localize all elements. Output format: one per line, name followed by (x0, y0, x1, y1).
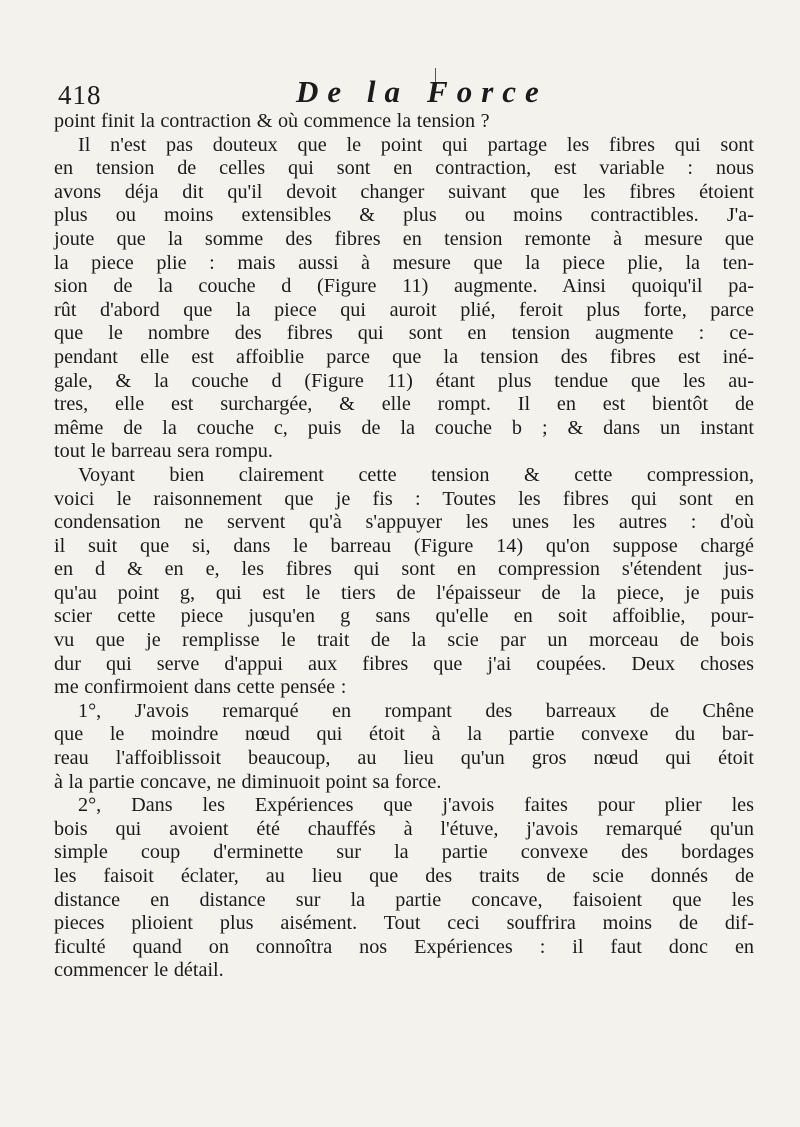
text-line: joute que la somme des fibres en tension remonte à mesure que (54, 227, 754, 250)
text-line: simple coup d'erminette sur la partie convexe des bordages (54, 841, 754, 864)
text-line: que le nombre des fibres qui sont en tension augmente : ce- (54, 322, 754, 345)
text-line: il suit que si, dans le barreau (Figure 14) qu'on suppose chargé (54, 534, 754, 557)
text-line: tres, elle est surchargée, & elle rompt. Il en est bientôt de (54, 393, 754, 416)
text-line: voici le raisonnement que je fis : Toutes les fibres qui sont en (54, 487, 754, 510)
text-line: avons déja dit qu'il devoit changer suivant que les fibres étoient (54, 180, 754, 203)
text-line: pendant elle est affoiblie parce que la tension des fibres est iné- (54, 345, 754, 368)
text-line: Voyant bien clairement cette tension & cette compression, (78, 463, 754, 486)
text-line: ficulté quand on connoîtra nos Expériences : il faut donc en (54, 935, 754, 958)
text-line: condensation ne servent qu'à s'appuyer les unes les autres : d'où (54, 511, 754, 534)
text-line: bois qui avoient été chauffés à l'étuve, j'avois remarqué qu'un (54, 817, 754, 840)
text-line: en d & en e, les fibres qui sont en compression s'étendent jus- (54, 558, 754, 581)
running-title (296, 74, 548, 110)
text-line: même de la couche c, puis de la couche b ; & dans un instant (54, 416, 754, 439)
text-line: plus ou moins extensibles & plus ou moins contractibles. J'a- (54, 204, 754, 227)
text-line: rût d'abord que la piece qui auroit plié, feroit plus forte, parce (54, 298, 754, 321)
text-line: qu'au point g, qui est le tiers de l'épaisseur de la piece, je puis (54, 581, 754, 604)
text-line: sion de la couche d (Figure 11) augmente. Ainsi quoiqu'il pa- (54, 275, 754, 298)
text-line: gale, & la couche d (Figure 11) étant plus tendue que les au- (54, 369, 754, 392)
text-line: en tension de celles qui sont en contraction, est variable : nous (54, 157, 754, 180)
text-line: pieces plioient plus aisément. Tout ceci souffrira moins de dif- (54, 912, 754, 935)
text-line: distance en distance sur la partie concave, faisoient que les (54, 888, 754, 911)
text-line: à la partie concave, ne diminuoit point sa force. (54, 770, 442, 793)
text-line: que le moindre nœud qui étoit à la partie convexe du bar- (54, 723, 754, 746)
text-line: tout le barreau sera rompu. (54, 440, 273, 463)
text-line: commencer le détail. (54, 959, 224, 982)
running-title-part2: Force (427, 74, 548, 109)
text-line: Il n'est pas douteux que le point qui partage les fibres qui sont (78, 133, 754, 156)
page-number: 418 (58, 80, 102, 110)
text-line: 1°, J'avois remarqué en rompant des barreaux de Chêne (78, 699, 754, 722)
text-line: dur qui serve d'appui aux fibres que j'ai coupées. Deux choses (54, 652, 754, 675)
text-line: la piece plie : mais aussi à mesure que la piece plie, la ten- (54, 251, 754, 274)
body-text (54, 110, 754, 983)
running-title-part1: De la (296, 74, 410, 109)
text-line: vu que je remplisse le trait de la scie par un morceau de bois (54, 629, 754, 652)
text-line: les faisoit éclater, au lieu que des traits de scie donnés de (54, 865, 754, 887)
text-line: me confirmoient dans cette pensée : (54, 676, 347, 699)
text-line: 2°, Dans les Expériences que j'avois faites pour plier les (78, 794, 754, 817)
text-line: scier cette piece jusqu'en g sans qu'elle en soit affoiblie, pour- (54, 605, 754, 628)
text-line: point finit la contraction & où commence la tension ? (54, 110, 490, 132)
text-line: reau l'affoiblissoit beaucoup, au lieu qu'un gros nœud qui étoit (54, 747, 754, 770)
